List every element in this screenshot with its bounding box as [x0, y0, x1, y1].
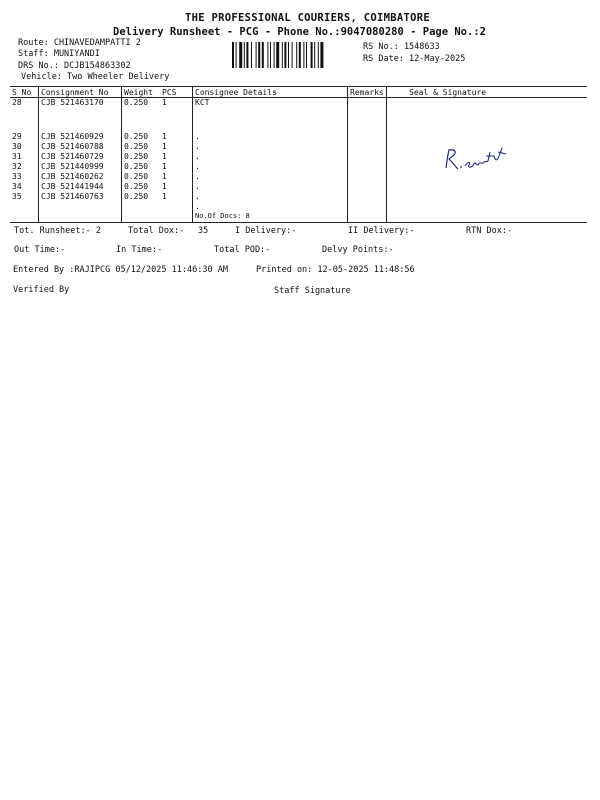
cell-consignment: CJB 521460929	[39, 132, 122, 142]
cell-weight: 0.250	[122, 152, 161, 162]
cell-details: .	[193, 202, 348, 212]
cell-details: .	[193, 172, 348, 182]
total-dox-value: 35	[198, 226, 209, 236]
cell-details: .	[193, 142, 348, 152]
cell-remarks	[348, 98, 387, 109]
cell-remarks	[348, 142, 387, 152]
staff-label: Staff: MUNIYANDI	[18, 49, 100, 59]
cell-remarks	[348, 192, 387, 202]
cell-details: .	[193, 162, 348, 172]
cell-weight: 0.250	[122, 192, 161, 202]
col-consignment: Consignment No	[39, 87, 122, 98]
delvy-points: Delvy Points:-	[322, 245, 394, 255]
cell-remarks	[348, 162, 387, 172]
table-header-row	[10, 87, 587, 98]
cell-weight: 0.250	[122, 172, 161, 182]
cell-consignment: CJB 521440999	[39, 162, 122, 172]
cell-consignment: CJB 521460729	[39, 152, 122, 162]
tot-runsheet: Tot. Runsheet:- 2	[14, 226, 101, 236]
rs-date: RS Date: 12-May-2025	[363, 54, 466, 64]
cell-pcs: 1	[162, 162, 167, 171]
cell-details: .	[193, 192, 348, 202]
cell-weight: 0.250	[122, 142, 161, 152]
total-pod: Total POD:-	[214, 245, 271, 255]
cell-pcs: 1	[162, 142, 167, 151]
col-weight: Weight	[122, 87, 161, 98]
cell-sno: 32	[12, 162, 22, 171]
cell-sno: 31	[12, 152, 22, 161]
col-remarks: Remarks	[348, 87, 387, 98]
cell-remarks	[348, 172, 387, 182]
cell-sno: 30	[12, 142, 22, 151]
staff-signature: Staff Signature	[274, 286, 351, 296]
cell-sno: 28	[12, 98, 22, 107]
route-label: Route: CHINAVEDAMPATTI 2	[18, 38, 141, 48]
no-of-docs: No.Of Docs: 8	[193, 212, 348, 223]
runsheet-subtitle: Delivery Runsheet - PCG - Phone No.:9047080280 - Page No.:2	[113, 26, 486, 38]
cell-consignment: CJB 521463170	[39, 98, 122, 109]
cell-remarks	[348, 152, 387, 162]
cell-details: .	[193, 152, 348, 162]
table-row	[10, 98, 587, 109]
cell-pcs: 1	[162, 192, 167, 201]
cell-weight: 0.250	[122, 132, 161, 142]
col-pcs: PCS	[160, 87, 193, 98]
cell-consignment: CJB 521460763	[39, 192, 122, 202]
cell-consignment: CJB 521460788	[39, 142, 122, 152]
rs-number: RS No.: 1548633	[363, 42, 440, 52]
ii-delivery: II Delivery:-	[348, 226, 415, 236]
cell-consignment: CJB 521460262	[39, 172, 122, 182]
cell-details: KCT	[193, 98, 348, 109]
cell-remarks	[348, 132, 387, 142]
cell-sno: 34	[12, 182, 22, 191]
drs-number: DRS No.: DCJB154863302	[18, 61, 131, 71]
handwritten-signature	[442, 142, 514, 172]
out-time: Out Time:-	[14, 245, 66, 255]
cell-pcs: 1	[162, 182, 167, 191]
cell-pcs: 1	[162, 98, 167, 107]
vehicle-label: Vehicle: Two Wheeler Delivery	[21, 72, 170, 82]
cell-weight: 0.250	[122, 162, 161, 172]
cell-details: .	[193, 182, 348, 192]
cell-pcs: 1	[162, 172, 167, 181]
col-seal-signature: Seal & Signature	[387, 87, 588, 98]
cell-remarks	[348, 182, 387, 192]
cell-sno: 33	[12, 172, 22, 181]
i-delivery: I Delivery:-	[235, 226, 297, 236]
cell-details: .	[193, 132, 348, 142]
cell-weight: 0.250	[122, 182, 161, 192]
rtn-dox: RTN Dox:-	[466, 226, 513, 236]
col-consignee-details: Consignee Details	[193, 87, 348, 98]
barcode-icon	[232, 42, 355, 68]
entered-by: Entered By :RAJIPCG 05/12/2025 11:46:30 AM	[13, 265, 228, 275]
col-sno: S No	[10, 87, 39, 98]
cell-pcs: 1	[162, 132, 167, 141]
company-title: THE PROFESSIONAL COURIERS, COIMBATORE	[185, 12, 430, 24]
total-dox-label: Total Dox:-	[128, 226, 185, 236]
verified-by: Verified By	[13, 285, 70, 295]
cell-pcs: 1	[162, 152, 167, 161]
in-time: In Time:-	[116, 245, 163, 255]
cell-weight: 0.250	[122, 98, 161, 109]
cell-sno: 35	[12, 192, 22, 201]
cell-sno: 29	[12, 132, 22, 141]
cell-consignment: CJB 521441944	[39, 182, 122, 192]
printed-on: Printed on: 12-05-2025 11:48:56	[256, 265, 415, 275]
